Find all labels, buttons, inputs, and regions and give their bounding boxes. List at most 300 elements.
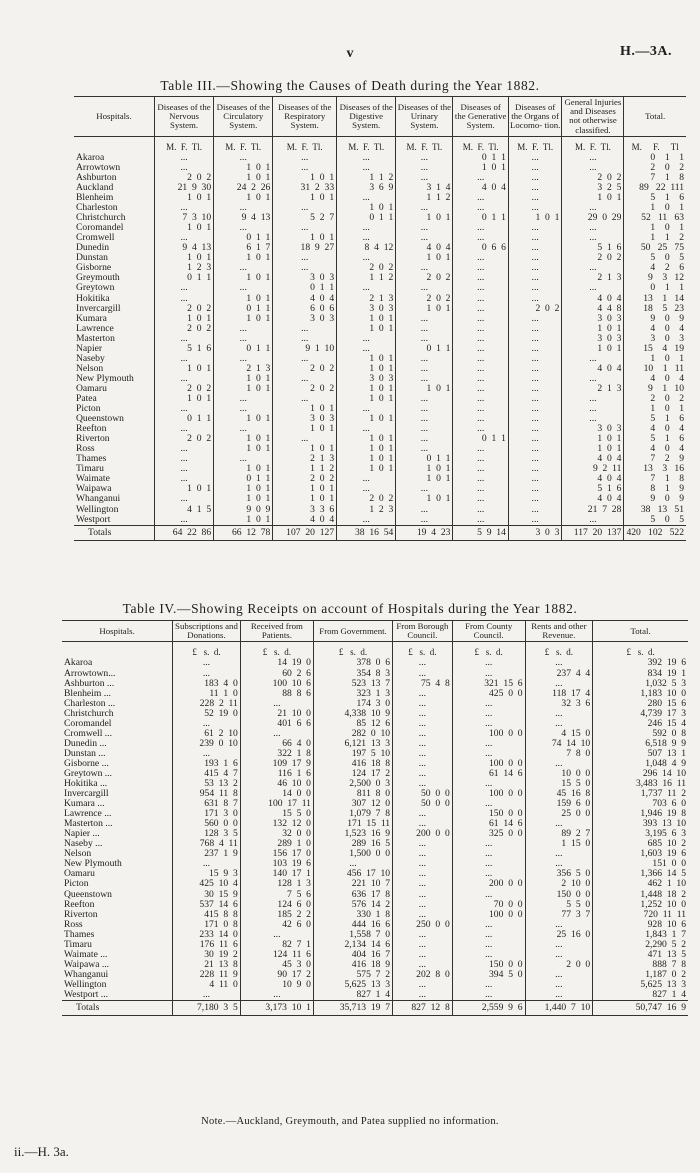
table-cell: 1 0 1 <box>337 414 396 424</box>
table-cell: 1,448 18 2 <box>593 890 688 900</box>
table-cell: 237 4 4 <box>525 669 593 679</box>
table-cell: 1,048 4 9 <box>593 759 688 769</box>
table3-unit-cell: M. F. Tl. <box>337 136 396 153</box>
table-cell: 1 0 1 <box>337 464 396 474</box>
table-cell: ... <box>154 464 213 474</box>
table-cell: ... <box>393 879 453 889</box>
hospital-name: Gisborne ... <box>64 757 109 769</box>
table3-col-header-8: General Injuries and Diseases not otherwise classified. <box>562 97 624 137</box>
hospital-name: Waipawa ... <box>64 958 110 970</box>
table-cell: ... <box>453 193 508 203</box>
table-cell: 10 1 11 <box>624 364 686 374</box>
table-cell: 124 17 2 <box>313 769 392 779</box>
table-cell: 38 13 51 <box>624 505 686 515</box>
hospital-name: Wellington <box>64 978 107 990</box>
hospital-name-cell <box>62 990 173 1001</box>
table-cell: 1 0 1 <box>562 444 624 454</box>
hospital-name: Hokitika ... <box>64 778 108 790</box>
table-cell: 3 0 3 <box>273 273 337 283</box>
table3-title-rest: —Showing the Causes of Death during the Year 1882. <box>216 78 540 93</box>
table-cell: ... <box>393 779 453 789</box>
totals-cell: 35,713 19 7 <box>313 1001 392 1016</box>
table-cell: ... <box>154 515 213 526</box>
table-cell: ... <box>562 263 624 273</box>
table-cell: 13 3 16 <box>624 464 686 474</box>
table-cell: 4 0 4 <box>562 364 624 374</box>
table-cell: 2 0 2 <box>396 294 453 304</box>
table-cell: 0 1 1 <box>214 304 273 314</box>
table-cell: 14 0 0 <box>240 789 313 799</box>
table-cell: 2 1 3 <box>562 384 624 394</box>
table-cell: 9 1 10 <box>624 384 686 394</box>
table-cell: ... <box>453 283 508 293</box>
table4-hospital-receipts <box>62 620 688 1016</box>
hospital-name: Dunedin ... <box>64 737 107 749</box>
hospital-name: Nelson <box>64 848 92 860</box>
table-cell: 1,187 0 2 <box>593 970 688 980</box>
totals-label: Totals <box>62 1001 173 1016</box>
table-cell: 5 1 6 <box>154 344 213 354</box>
table-cell: ... <box>452 869 525 879</box>
table-cell: ... <box>396 505 453 515</box>
table-cell: 1,366 14 5 <box>593 869 688 879</box>
table-cell: ... <box>508 454 562 464</box>
hospital-name: Patea <box>76 392 97 404</box>
hospital-name: Lawrence ... <box>64 808 112 820</box>
table-cell: 1 0 1 <box>396 494 453 504</box>
table-cell: ... <box>154 283 213 293</box>
table-cell: ... <box>453 203 508 213</box>
table-cell: 1 0 1 <box>214 193 273 203</box>
table-cell: 4 0 4 <box>624 424 686 434</box>
table-cell: ... <box>508 324 562 334</box>
table-cell: ... <box>214 354 273 364</box>
table-cell: 1,946 19 8 <box>593 809 688 819</box>
table-cell: ... <box>154 494 213 504</box>
hospital-name: Dunstan ... <box>64 747 106 759</box>
table-row <box>74 414 686 424</box>
table-cell: 18 5 23 <box>624 304 686 314</box>
table-cell: 2 0 2 <box>624 163 686 173</box>
table-cell: ... <box>214 203 273 213</box>
table-cell: ... <box>273 153 337 163</box>
table-cell: 7 1 8 <box>624 474 686 484</box>
table-cell: 5 1 6 <box>624 434 686 444</box>
table-cell: ... <box>508 464 562 474</box>
table-cell: ... <box>508 334 562 344</box>
table-cell: 3 0 3 <box>273 414 337 424</box>
hospital-name: Greytown ... <box>64 767 112 779</box>
hospital-name: Lawrence <box>76 322 114 334</box>
table-cell: ... <box>173 719 241 729</box>
table-cell: 10 0 0 <box>525 769 593 779</box>
table-cell: 0 1 1 <box>453 153 508 163</box>
hospital-name: Reefton <box>76 423 107 435</box>
table-cell: 5 1 6 <box>562 243 624 253</box>
table4-note: Note.—Auckland, Greymouth, and Patea supplied no information. <box>201 1116 499 1127</box>
table-cell: ... <box>452 669 525 679</box>
hospital-name: Whanganui <box>76 493 121 505</box>
hospital-name: Blenheim <box>76 192 114 204</box>
table-cell: 176 11 6 <box>173 940 241 950</box>
table-cell: ... <box>337 223 396 233</box>
table-cell: ... <box>214 223 273 233</box>
table-cell: ... <box>396 354 453 364</box>
table-cell: 1 0 1 <box>273 484 337 494</box>
hospital-name: Invercargill <box>64 788 109 800</box>
table-cell: 456 17 10 <box>313 869 392 879</box>
table-cell: ... <box>452 920 525 930</box>
table-cell: 416 18 8 <box>313 759 392 769</box>
table-cell: ... <box>453 304 508 314</box>
table-cell: 9 4 13 <box>214 213 273 223</box>
table-cell: 2 1 3 <box>273 454 337 464</box>
table-cell: ... <box>154 374 213 384</box>
table-row <box>74 515 686 526</box>
hospital-name: Timaru <box>76 463 104 475</box>
table-cell: 1 0 1 <box>214 434 273 444</box>
table-cell: ... <box>508 354 562 364</box>
table4-unit-cell: £ s. d. <box>313 642 392 659</box>
hospital-name: Dunedin <box>76 242 110 254</box>
table-cell: ... <box>273 263 337 273</box>
table-cell: 52 19 0 <box>173 709 241 719</box>
table-cell: ... <box>173 990 241 1001</box>
table-cell: 233 14 0 <box>173 930 241 940</box>
table-cell: ... <box>393 859 453 869</box>
table-cell: 354 8 3 <box>313 669 392 679</box>
table-cell: ... <box>396 324 453 334</box>
table-cell: ... <box>214 334 273 344</box>
hospital-name: Picton <box>76 403 101 415</box>
table-cell: 202 8 0 <box>393 970 453 980</box>
table-cell: 1 0 1 <box>273 424 337 434</box>
table3-unit-cell: M. F. Tl. <box>453 136 508 153</box>
table-cell: 24 2 26 <box>214 183 273 193</box>
hospital-name: Masterton <box>76 332 115 344</box>
hospital-name: Picton <box>64 878 89 890</box>
table-cell: ... <box>337 334 396 344</box>
table-cell: 0 1 1 <box>624 283 686 293</box>
table-cell: ... <box>154 424 213 434</box>
hospital-name: Ross <box>64 918 83 930</box>
table-cell: ... <box>452 719 525 729</box>
table-cell: ... <box>337 344 396 354</box>
table-cell: 1 0 1 <box>214 294 273 304</box>
table-cell: 31 2 33 <box>273 183 337 193</box>
hospital-name: Naseby <box>76 352 105 364</box>
table-cell: ... <box>273 434 337 444</box>
totals-cell: 7,180 3 5 <box>173 1001 241 1016</box>
table-row <box>74 324 686 334</box>
hospital-name: Riverton <box>64 908 98 920</box>
table-cell: 289 1 0 <box>240 839 313 849</box>
table-cell: ... <box>273 253 337 263</box>
hospital-name: Charleston <box>76 202 118 214</box>
table4-col-header-3: From Government. <box>313 621 392 642</box>
table-cell: 4 0 4 <box>562 494 624 504</box>
table-cell: ... <box>396 263 453 273</box>
totals-row <box>74 525 686 540</box>
table-cell: ... <box>396 515 453 526</box>
table-cell: 5,625 13 3 <box>313 980 392 990</box>
table-cell: ... <box>393 819 453 829</box>
table-cell: 246 15 4 <box>593 719 688 729</box>
table-cell: 0 1 1 <box>453 434 508 444</box>
table3-title <box>0 78 700 94</box>
table-cell: ... <box>214 404 273 414</box>
table-cell: ... <box>508 243 562 253</box>
table-cell: 4 2 6 <box>624 263 686 273</box>
table-cell: 425 0 0 <box>452 689 525 699</box>
table-cell: ... <box>273 354 337 364</box>
table-cell: 9 2 11 <box>562 464 624 474</box>
table-cell: 61 14 6 <box>452 819 525 829</box>
table-cell: 416 18 9 <box>313 960 392 970</box>
table4-body <box>62 642 688 1016</box>
table-cell: 6,121 13 3 <box>313 739 392 749</box>
hospital-name: Napier <box>76 342 103 354</box>
table-cell: ... <box>452 890 525 900</box>
table3-col-header-6: Diseases of the Generative System. <box>453 97 508 137</box>
table-cell: 0 1 1 <box>396 454 453 464</box>
table-cell: 5 2 7 <box>273 213 337 223</box>
table-cell: 1 0 1 <box>396 304 453 314</box>
table-cell: 1 0 1 <box>562 434 624 444</box>
totals-cell: 64 22 86 <box>154 525 213 540</box>
table4-title <box>0 601 700 617</box>
table-cell: 720 11 11 <box>593 910 688 920</box>
table-cell: 888 7 8 <box>593 960 688 970</box>
table-cell: 70 0 0 <box>452 900 525 910</box>
table-cell: ... <box>525 719 593 729</box>
table-cell: 0 1 1 <box>154 273 213 283</box>
table-cell: 4 0 4 <box>396 243 453 253</box>
table-cell: ... <box>173 669 241 679</box>
table-cell: ... <box>508 223 562 233</box>
table-cell: 1 0 1 <box>396 474 453 484</box>
table3-title-prefix: Table III. <box>160 78 217 93</box>
table-cell: 768 4 11 <box>173 839 241 849</box>
table-cell: ... <box>393 869 453 879</box>
hospital-name: Charleston ... <box>64 697 116 709</box>
table-cell: 415 4 7 <box>173 769 241 779</box>
table-cell: 392 19 6 <box>593 658 688 668</box>
totals-cell: 827 12 8 <box>393 1001 453 1016</box>
table-cell: ... <box>452 980 525 990</box>
table-cell: 1 0 1 <box>508 213 562 223</box>
table-cell: ... <box>525 980 593 990</box>
hospital-name: Reefton <box>64 898 95 910</box>
table-cell: ... <box>453 314 508 324</box>
table-cell: 32 0 0 <box>240 829 313 839</box>
table-cell: ... <box>453 505 508 515</box>
table-cell: 4 0 4 <box>624 444 686 454</box>
table-cell: ... <box>337 474 396 484</box>
table-cell: ... <box>214 153 273 163</box>
table-cell: 46 10 0 <box>240 779 313 789</box>
table-cell: 0 1 1 <box>273 283 337 293</box>
table4-title-rest: —Showing Receipts on account of Hospitals during the Year 1882. <box>177 601 578 616</box>
table-cell: 401 6 6 <box>240 719 313 729</box>
table-cell: 29 0 29 <box>562 213 624 223</box>
table-cell: 3 0 3 <box>562 334 624 344</box>
table-cell: 2 0 2 <box>154 434 213 444</box>
table-cell: ... <box>453 334 508 344</box>
table-cell: 116 1 6 <box>240 769 313 779</box>
table-cell: ... <box>452 749 525 759</box>
hospital-name: Hokitika <box>76 292 110 304</box>
table-cell: 132 12 0 <box>240 819 313 829</box>
table-cell: 185 2 2 <box>240 910 313 920</box>
table-cell: 1 0 1 <box>214 464 273 474</box>
table-cell: ... <box>525 940 593 950</box>
table-cell: 30 15 9 <box>173 890 241 900</box>
table-cell: ... <box>508 193 562 203</box>
table4-unit-cell: £ s. d. <box>393 642 453 659</box>
table-cell: 88 8 6 <box>240 689 313 699</box>
table-cell: 156 17 0 <box>240 849 313 859</box>
table-cell: ... <box>393 940 453 950</box>
table-cell: ... <box>508 474 562 484</box>
table-cell: ... <box>393 960 453 970</box>
table-cell: ... <box>396 153 453 163</box>
table-cell: 9 0 9 <box>624 494 686 504</box>
table-cell: ... <box>393 980 453 990</box>
table-cell: ... <box>240 729 313 739</box>
table-cell: 250 0 0 <box>393 920 453 930</box>
table-cell: 2 1 3 <box>214 364 273 374</box>
hospital-name: Invercargill <box>76 302 121 314</box>
totals-row <box>62 1001 688 1016</box>
table-cell: 1 0 1 <box>273 233 337 243</box>
hospital-name: Coromandel <box>64 717 112 729</box>
table-cell: 100 10 6 <box>240 679 313 689</box>
table-cell: ... <box>452 990 525 1001</box>
table-row <box>62 849 688 859</box>
table-cell: ... <box>562 404 624 414</box>
table-cell: ... <box>337 253 396 263</box>
table-cell: 1 0 1 <box>337 454 396 464</box>
table-cell: ... <box>273 394 337 404</box>
table-cell: ... <box>393 849 453 859</box>
table-row <box>74 243 686 253</box>
table3-col-header-0: Hospitals. <box>74 97 154 137</box>
table-cell: 4 0 4 <box>453 183 508 193</box>
table3-col-header-3: Diseases of the Respiratory System. <box>273 97 337 137</box>
table-cell: 151 0 0 <box>593 859 688 869</box>
table-cell: 4 0 4 <box>273 515 337 526</box>
hospital-name: New Plymouth <box>64 858 122 870</box>
table-cell: 1 0 1 <box>214 494 273 504</box>
table-cell: 60 2 6 <box>240 669 313 679</box>
table-cell: 85 12 6 <box>313 719 392 729</box>
table4-col-header-0: Hospitals. <box>62 621 173 642</box>
table-cell: ... <box>452 699 525 709</box>
hospital-name: Westport <box>76 513 111 525</box>
table-cell: ... <box>508 424 562 434</box>
table-cell: 325 0 0 <box>452 829 525 839</box>
table-cell: 2 0 2 <box>273 384 337 394</box>
table-cell: ... <box>562 163 624 173</box>
table-cell: 560 0 0 <box>173 819 241 829</box>
table-cell: ... <box>393 950 453 960</box>
table-cell: 228 2 11 <box>173 699 241 709</box>
table-cell: ... <box>525 970 593 980</box>
table-cell: ... <box>452 849 525 859</box>
table-cell: ... <box>396 484 453 494</box>
table-cell: 197 5 10 <box>313 749 392 759</box>
table-cell: ... <box>337 404 396 414</box>
table3-causes-of-death <box>74 96 686 541</box>
table-cell: 100 17 11 <box>240 799 313 809</box>
table-cell: 462 1 10 <box>593 879 688 889</box>
table4-unit-cell <box>62 642 173 659</box>
table-cell: 1,032 5 3 <box>593 679 688 689</box>
table-cell: ... <box>562 374 624 384</box>
hospital-name: Queenstown <box>76 413 124 425</box>
table-cell: ... <box>393 739 453 749</box>
table-cell: ... <box>452 739 525 749</box>
table-cell: 5 1 6 <box>624 193 686 203</box>
table-cell: 2,290 5 2 <box>593 940 688 950</box>
table-cell: ... <box>508 494 562 504</box>
table-cell: ... <box>508 505 562 515</box>
table-cell: ... <box>240 930 313 940</box>
table-cell: 237 1 9 <box>173 849 241 859</box>
table-cell: ... <box>562 354 624 364</box>
totals-cell: 2,559 9 6 <box>452 1001 525 1016</box>
table-cell: 811 8 0 <box>313 789 392 799</box>
table-cell: ... <box>453 384 508 394</box>
table-cell: ... <box>452 709 525 719</box>
table-cell: 1 1 2 <box>396 193 453 203</box>
table-cell: ... <box>396 424 453 434</box>
table-cell: ... <box>525 990 593 1001</box>
table-cell: ... <box>396 314 453 324</box>
table-cell: ... <box>396 404 453 414</box>
table-cell: ... <box>393 759 453 769</box>
table-cell: 25 0 0 <box>525 809 593 819</box>
table-cell: ... <box>453 364 508 374</box>
table-cell: 827 1 4 <box>313 990 392 1001</box>
table-cell: 150 0 0 <box>525 890 593 900</box>
table-cell: 9 1 10 <box>273 344 337 354</box>
hospital-name: Kumara <box>76 312 107 324</box>
table-cell: 15 5 0 <box>240 809 313 819</box>
table-cell: 1 0 1 <box>154 394 213 404</box>
table4-col-header-5: From County Council. <box>452 621 525 642</box>
table-cell: 1 0 1 <box>273 173 337 183</box>
table-cell: 5 5 0 <box>525 900 593 910</box>
table-cell: 1,252 10 0 <box>593 900 688 910</box>
table-row <box>74 474 686 484</box>
hospital-name: Waimate ... <box>64 948 108 960</box>
table3-unit-cell: M. F. Tl <box>624 136 686 153</box>
table-cell: 61 14 6 <box>452 769 525 779</box>
table4-col-header-2: Received from Patients. <box>240 621 313 642</box>
table-cell: ... <box>214 454 273 464</box>
table-cell: 4 4 8 <box>562 304 624 314</box>
table-cell: 193 1 6 <box>173 759 241 769</box>
table-cell: ... <box>337 283 396 293</box>
table-cell: 77 3 7 <box>525 910 593 920</box>
table-cell: 174 3 0 <box>313 699 392 709</box>
hospital-name: Kumara ... <box>64 798 105 810</box>
table-cell: 1,183 10 0 <box>593 689 688 699</box>
hospital-name: Cromwell ... <box>64 727 112 739</box>
table-cell: ... <box>508 163 562 173</box>
